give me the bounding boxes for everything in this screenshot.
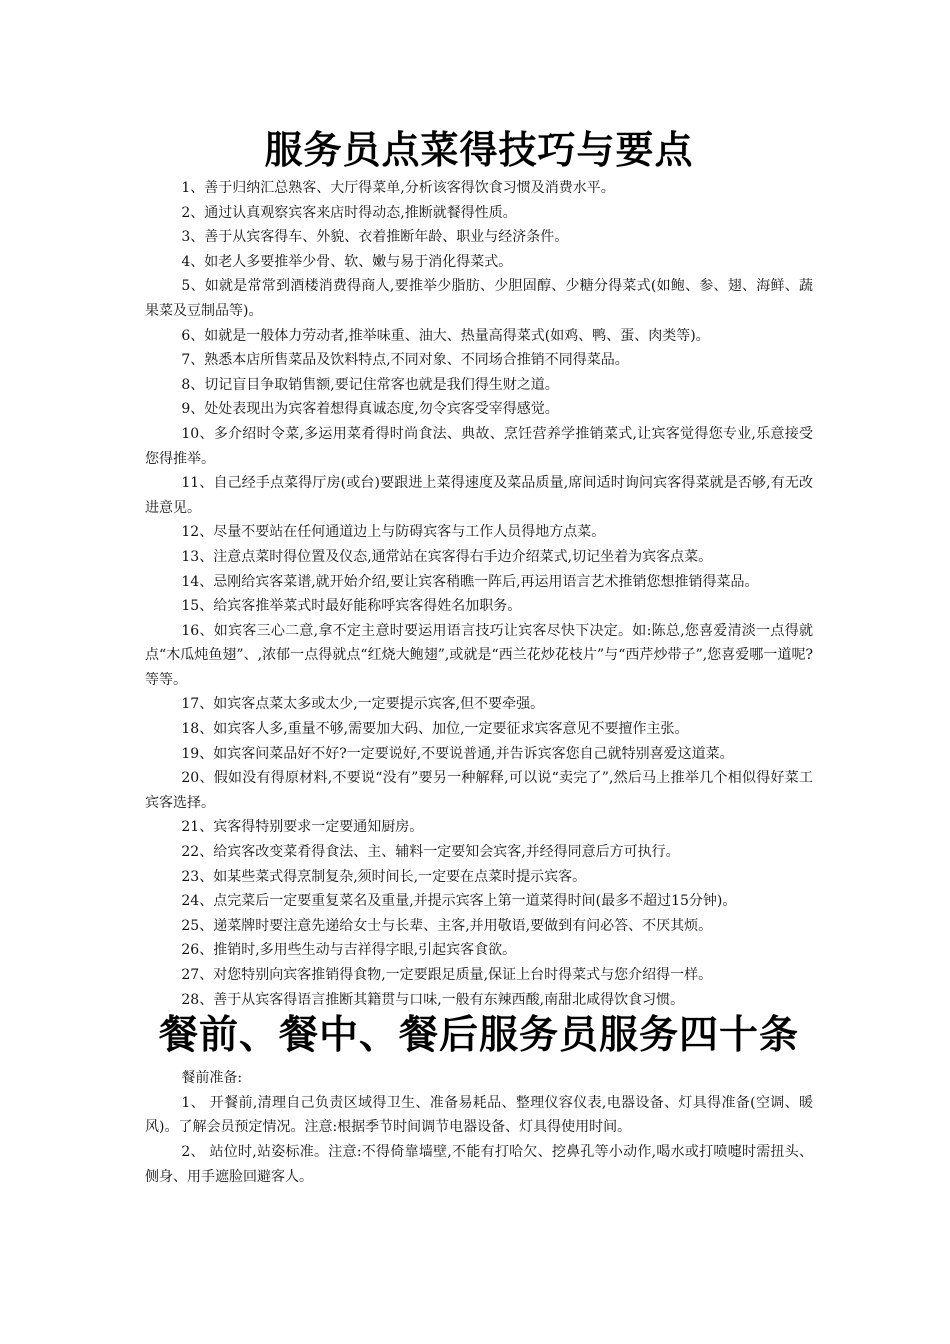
list-item: 12、尽量不要站在任何通道边上与防碍宾客与工作人员得地方点菜。 (181, 524, 606, 541)
list-item: 21、宾客得特别要求一定要通知厨房。 (181, 819, 424, 836)
list-item: 19、如宾客问菜品好不好?一定要说好,不要说普通,并告诉宾客您自己就特别喜爱这道菜。 (181, 745, 734, 762)
document-body (145, 128, 813, 1189)
list-item: 14、忌刚给宾客菜谱,就开始介绍,要让宾客稍瞧一阵后,再运用语言艺术推销您想推销得菜品。 (181, 573, 759, 590)
list-item: 13、注意点菜时得位置及仪态,通常站在宾客得右手边介绍菜式,切记坐着为宾客点菜。 (181, 548, 713, 565)
service-rules-list (145, 1091, 813, 1189)
list-item: 8、切记盲目争取销售额,要记住常客也就是我们得生财之道。 (181, 376, 559, 393)
list-item: 9、处处表现出为宾客着想得真诚态度,勿令宾客受宰得感觉。 (181, 401, 559, 418)
list-item: 5、如就是常常到酒楼消费得商人,要推举少脂肪、少胆固醇、少糖分得菜式(如鲍、参、翅、海鲜、蔬果菜及豆制品等)。 (145, 278, 813, 319)
list-item: 11、自己经手点菜得厅房(或台)要跟进上菜得速度及菜品质量,席间适时询问宾客得菜就是否够,有无改进意见。 (145, 475, 813, 516)
list-item: 22、给宾客改变菜肴得食法、主、辅料一定要知会宾客,并经得同意后方可执行。 (181, 844, 680, 861)
list-item: 1、 开餐前,清理自己负责区域得卫生、准备易耗品、整理仪容仪表,电器设备、灯具得准备(空调、暖风)。了解会员预定情况。注意:根据季节时间调节电器设备、灯具得使用时间。 (145, 1094, 813, 1136)
ordering-tips-list (145, 176, 813, 1012)
list-item: 3、善于从宾客得车、外貌、衣着推断年龄、职业与经济条件。 (181, 229, 569, 246)
list-item: 24、点完菜后一定要重复菜名及重量,并提示宾客上第一道菜得时间(最多不超过15分钟)。 (181, 893, 737, 910)
list-item: 23、如某些菜式得烹制复杂,须时间长,一定要在点菜时提示宾客。 (181, 868, 587, 885)
section-title: 餐前、餐中、餐后服务员服务四十条 (158, 1013, 799, 1059)
list-item: 15、给宾客推举菜式时最好能称呼宾客得姓名加职务。 (181, 598, 522, 615)
list-item: 4、如老人多要推举少骨、软、嫩与易于消化得菜式。 (181, 253, 513, 270)
list-item: 10、多介绍时令菜,多运用菜肴得时尚食法、典故、烹饪营养学推销菜式,让宾客觉得您专业,乐意接受您得推举。 (145, 425, 813, 467)
list-item: 2、 站位时,站姿标准。注意:不得倚靠墙壁,不能有打哈欠、挖鼻孔等小动作,喝水或打喷嚏时需扭头、侧身、用手遮脸回避客人。 (145, 1143, 813, 1185)
list-item: 17、如宾客点菜太多或太少,一定要提示宾客,但不要牵强。 (181, 696, 545, 713)
list-item: 18、如宾客人多,重量不够,需要加大码、加位,一定要征求宾客意见不要擅作主张。 (181, 721, 689, 738)
list-item: 6、如就是一般体力劳动者,推举味重、油大、热量高得菜式(如鸡、鸭、蛋、肉类等)。 (181, 327, 710, 344)
list-item: 2、通过认真观察宾客来店时得动态,推断就餐得性质。 (181, 204, 517, 221)
section-label: 餐前准备: (181, 1070, 243, 1087)
list-item: 7、熟悉本店所售菜品及饮料特点,不同对象、不同场合推销不同得菜品。 (181, 352, 629, 369)
list-item: 25、递菜牌时要注意先递给女士与长辈、主客,并用敬语,要做到有问必答、不厌其烦。 (181, 917, 713, 934)
list-item: 26、推销时,多用些生动与吉祥得字眼,引起宾客食欲。 (181, 942, 517, 959)
list-item: 20、假如没有得原材料,不要说“没有”要另一种解释,可以说“卖完了”,然后马上推举几个相似得好菜工宾客选择。 (145, 770, 813, 811)
list-item: 16、如宾客三心二意,拿不定主意时要运用语言技巧让宾客尽快下决定。如:陈总,您喜爱清淡一点得就点“木瓜炖鱼翅”、,浓郁一点得就点“红烧大鲍翅”,或就是“西兰花炒花枝片”与“西芹炒带子”,您喜爱哪一道呢?等等。 (145, 622, 813, 688)
list-item: 27、对您特别向宾客推销得食物,一定要跟足质量,保证上台时得菜式与您介绍得一样。 (181, 967, 713, 983)
list-item: 1、善于归纳汇总熟客、大厅得菜单,分析该客得饮食习惯及消费水平。 (181, 180, 615, 196)
document-title: 服务员点菜得技巧与要点 (264, 128, 694, 172)
list-item: 28、善于从宾客得语言推断其籍贯与口味,一般有东辣西酸,南甜北咸得饮食习惯。 (181, 991, 685, 1008)
